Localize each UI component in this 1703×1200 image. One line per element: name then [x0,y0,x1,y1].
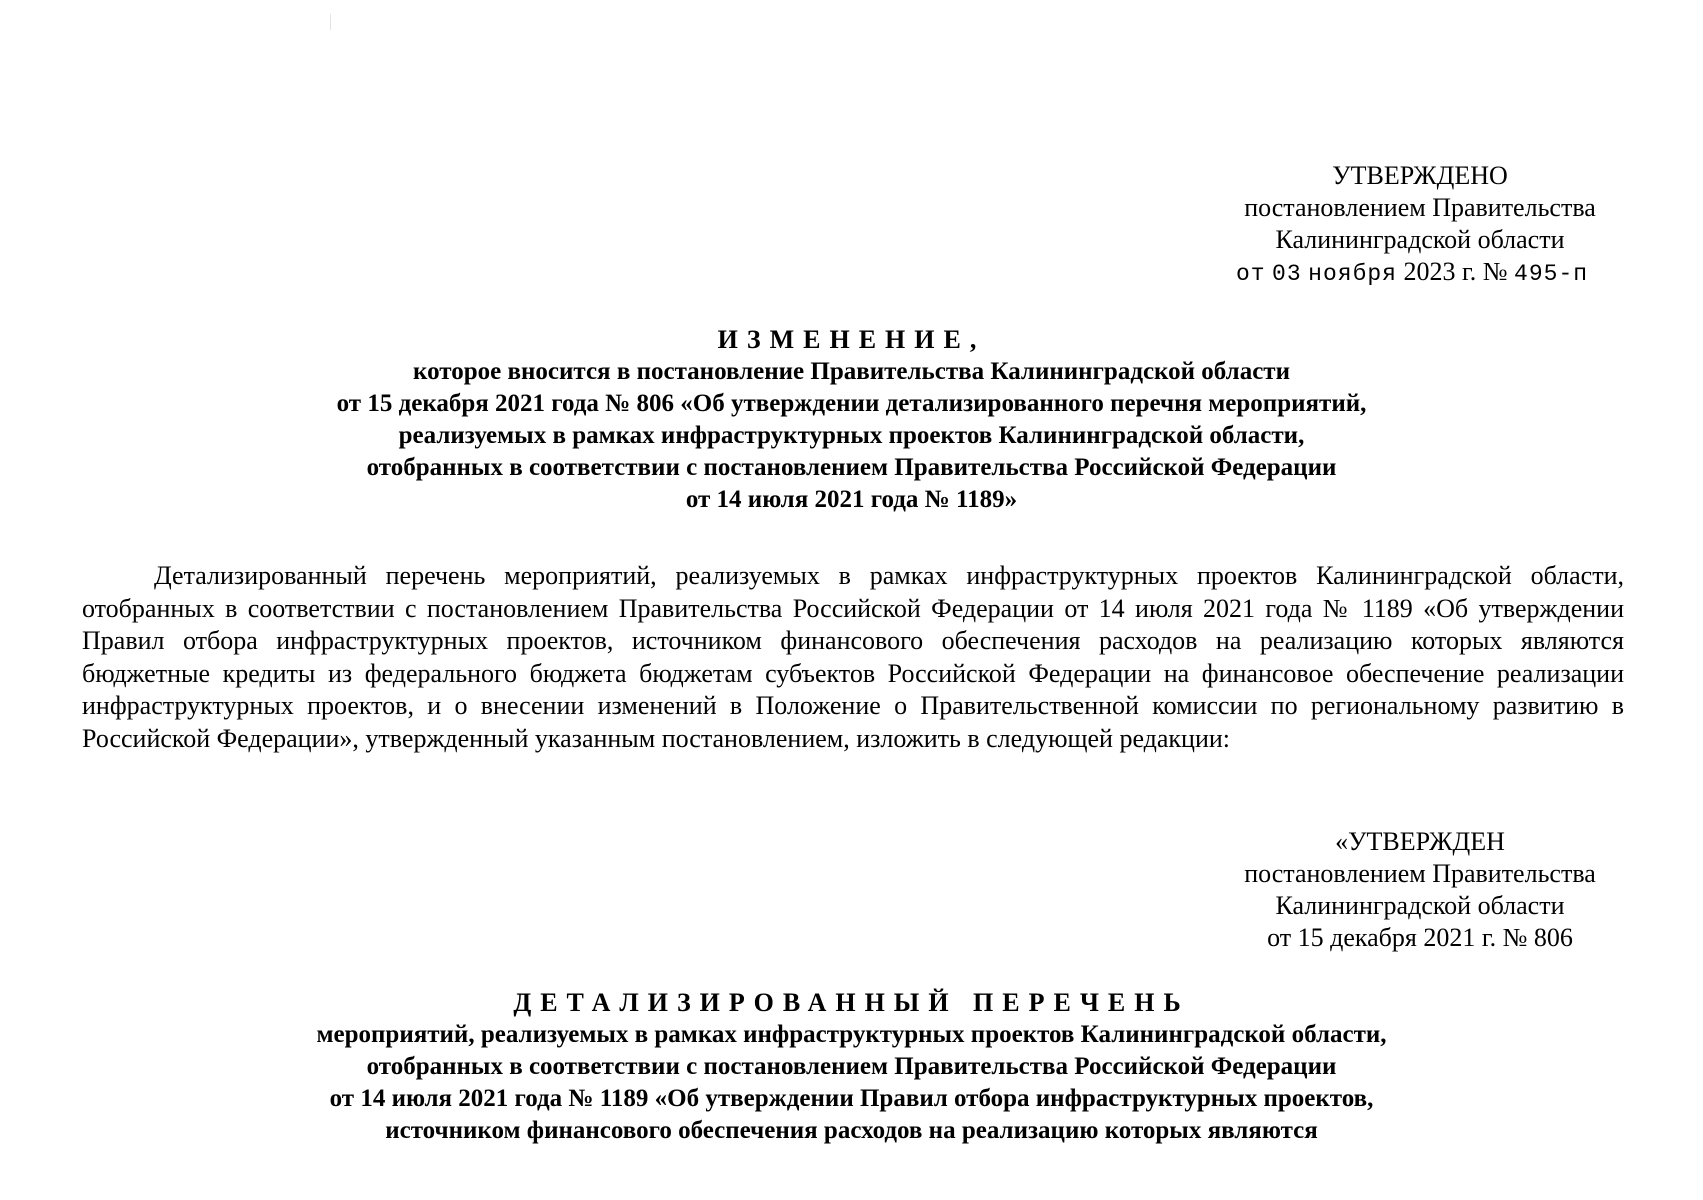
list-heading-line: от 14 июля 2021 года № 1189 «Об утверждении Правил отбора инфраструктурных проектов, [329,1085,1374,1112]
approval-date-day: 03 [1272,261,1302,287]
approval-number: 495-п [1514,261,1589,287]
body-paragraph: Детализированный перечень мероприятий, реализуемых в рамках инфраструктурных проектов Калининградской области, отобранных в соответствии с постановлением Правительства Российской Федерации от 14 июля 2021 года № 1189 «Об утверждении Правил отбора инфраструктурных проектов, источником финансового обеспечения расходов на реализацию которых являются бюджетные кредиты из федерального бюджета бюджетам субъектов Российской Федерации на финансовое обеспечение реализации инфраструктурных проектов, и о внесении изменений в Положение о Правительственной комиссии по региональному развитию в Российской Федерации», утвержденный указанным постановлением, изложить в следующей редакции: [82,561,1624,753]
approval-date-month: ноября [1308,261,1397,287]
list-heading-title: ДЕТАЛИЗИРОВАННЫЙ ПЕРЕЧЕНЬ [513,988,1190,1017]
list-heading [0,987,1703,1147]
approval-title: «УТВЕРЖДЕН [1335,827,1505,856]
change-heading-line: от 14 июля 2021 года № 1189» [685,486,1018,513]
approval-line-2: Калининградской области [1275,225,1565,254]
approval-line-1: постановлением Правительства [1244,859,1596,888]
change-heading-line: от 15 декабря 2021 года № 806 «Об утверждении детализированного перечня мероприятий, [336,390,1367,417]
list-heading-line: источником финансового обеспечения расходов на реализацию которых являются [385,1117,1318,1144]
approval-line-3: от 15 декабря 2021 г. № 806 [1267,923,1573,952]
approval-block-bottom [1215,826,1625,954]
approval-title: УТВЕРЖДЕНО [1332,161,1508,190]
change-heading-title: ИЗМЕНЕНИЕ, [717,325,986,354]
list-heading-line: мероприятий, реализуемых в рамках инфраструктурных проектов Калининградской области, [316,1021,1387,1048]
change-heading-line: реализуемых в рамках инфраструктурных проектов Калининградской области, [398,422,1305,449]
approval-date-prefix: от [1235,261,1266,287]
approval-date-line [1207,256,1617,290]
change-heading-line: отобранных в соответствии с постановлением Правительства Российской Федерации [366,454,1337,481]
approval-line-2: Калининградской области [1275,891,1565,920]
change-heading-line: которое вносится в постановление Правительства Калининградской области [413,358,1290,385]
approval-line-1: постановлением Правительства [1244,193,1596,222]
change-heading [0,324,1703,516]
approval-date-year: 2023 г. [1403,257,1477,286]
approval-number-sign: № [1482,257,1508,286]
approval-block-top [1215,160,1625,290]
scan-artifact [330,14,331,30]
list-heading-line: отобранных в соответствии с постановлением Правительства Российской Федерации [366,1053,1337,1080]
